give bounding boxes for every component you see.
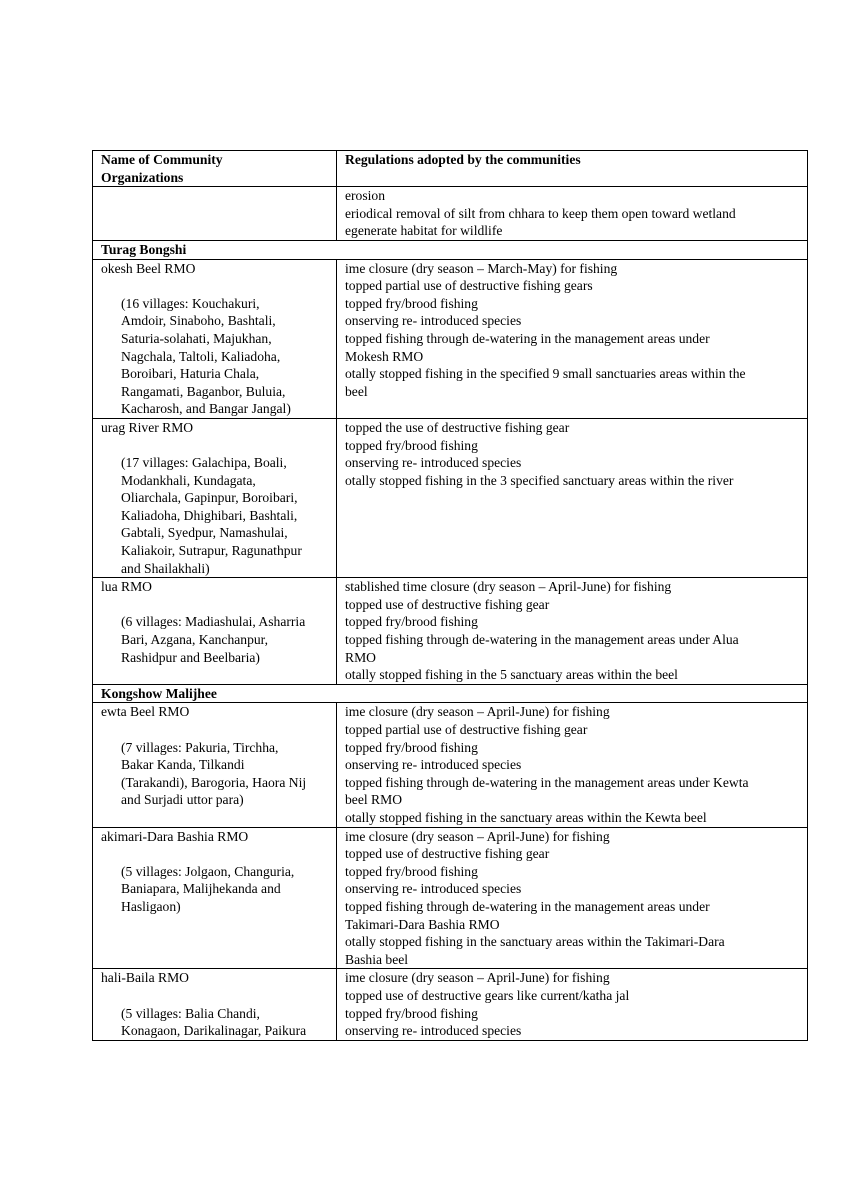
reg-line: egenerate habitat for wildlife [345, 223, 503, 239]
reg-line: topped fishing through de-watering in the management areas under Alua [345, 632, 739, 648]
section-row [93, 240, 808, 259]
reg-line: topped fry/brood fishing [345, 614, 478, 630]
section-row [93, 684, 808, 703]
org-name-cell [93, 578, 337, 685]
village-line: Konagaon, Darikalinagar, Paikura [121, 1023, 307, 1039]
village-line: Bari, Azgana, Kanchanpur, [121, 632, 269, 648]
reg-line: topped fry/brood fishing [345, 1005, 478, 1021]
reg-line: topped partial use of destructive fishing gears [345, 278, 593, 294]
village-line: Kacharosh, and Bangar Jangal) [121, 401, 291, 417]
org-row [93, 418, 808, 577]
village-line: (5 villages: Jolgaon, Changuria, [121, 863, 295, 879]
reg-line: stablished time closure (dry season – April-June) for fishing [345, 579, 672, 595]
reg-line: topped fishing through de-watering in the management areas under Kewta [345, 774, 749, 790]
continuation-row [93, 187, 808, 241]
reg-line: Takimari-Dara Bashia RMO [345, 916, 500, 932]
villages-list [101, 613, 336, 666]
villages-list [101, 1005, 336, 1040]
reg-line: topped partial use of destructive fishing gear [345, 722, 588, 737]
village-line: Saturia-solahati, Majukhan, [121, 330, 272, 346]
reg-line: otally stopped fishing in the sanctuary areas within the Takimari-Dara [345, 934, 725, 950]
org-regs-cell [337, 259, 808, 418]
org-name-cell [93, 827, 337, 969]
org-name-cell [93, 418, 337, 577]
reg-line: otally stopped fishing in the 5 sanctuary areas within the beel [345, 667, 678, 683]
reg-line: erosion [345, 188, 386, 204]
village-line: (7 villages: Pakuria, Tirchha, [121, 739, 279, 755]
org-name-cell [93, 969, 337, 1040]
reg-line: onserving re- introduced species [345, 881, 522, 897]
reg-line: ime closure (dry season – March-May) for fishing [345, 260, 618, 276]
reg-line: RMO [345, 649, 376, 665]
reg-line: otally stopped fishing in the sanctuary areas within the Kewta beel [345, 809, 707, 825]
section-title: Kongshow Malijhee [93, 684, 808, 703]
village-line: Baniapara, Malijhekanda and [121, 881, 281, 897]
village-line: (6 villages: Madiashulai, Asharria [121, 614, 306, 630]
header-col1-line: Name of Community [101, 152, 223, 167]
org-name-cell [93, 259, 337, 418]
reg-line: topped use of destructive fishing gear [345, 596, 550, 612]
org-name-cell [93, 703, 337, 827]
header-col1 [93, 151, 337, 187]
reg-line: topped fishing through de-watering in the management areas under [345, 330, 710, 346]
village-line: Amdoir, Sinaboho, Bashtali, [121, 313, 276, 329]
reg-line: ime closure (dry season – April-June) for fishing [345, 970, 610, 986]
org-name: ewta Beel RMO [101, 704, 190, 720]
org-name: lua RMO [101, 579, 152, 595]
header-col2: Regulations adopted by the communities [337, 151, 808, 187]
reg-line: topped fry/brood fishing [345, 739, 478, 755]
reg-line: beel [345, 383, 368, 399]
org-regs-cell [337, 703, 808, 827]
org-row [93, 969, 808, 1040]
table-body [93, 151, 808, 1041]
reg-line: otally stopped fishing in the specified 9 small sanctuaries areas within the [345, 366, 746, 382]
village-line: Kaliadoha, Dhighibari, Bashtali, [121, 507, 298, 523]
village-line: Rashidpur and Beelbaria) [121, 649, 260, 665]
village-line: Kaliakoir, Sutrapur, Ragunathpur [121, 543, 302, 559]
reg-line: topped fry/brood fishing [345, 863, 478, 879]
village-line: Bakar Kanda, Tilkandi [121, 757, 245, 773]
village-line: Gabtali, Syedpur, Namashulai, [121, 525, 288, 541]
reg-line: topped fishing through de-watering in the management areas under [345, 898, 710, 914]
org-regs-cell [337, 418, 808, 577]
village-line: (Tarakandi), Barogoria, Haora Nij [121, 774, 307, 790]
reg-line: beel RMO [345, 792, 403, 808]
reg-line: topped use of destructive gears like current/katha jal [345, 987, 630, 1003]
reg-line: topped use of destructive fishing gear [345, 846, 550, 862]
village-line: Modankhali, Kundagata, [121, 472, 256, 488]
village-line: and Shailakhali) [121, 560, 210, 576]
header-row [93, 151, 808, 187]
org-name: okesh Beel RMO [101, 260, 196, 276]
village-line: Oliarchala, Gapinpur, Boroibari, [121, 490, 298, 506]
reg-line: onserving re- introduced species [345, 455, 522, 471]
village-line: Nagchala, Taltoli, Kaliadoha, [121, 348, 281, 364]
villages-list [101, 454, 336, 577]
villages-list [101, 295, 336, 418]
village-line: (17 villages: Galachipa, Boali, [121, 455, 287, 471]
org-regs-cell [337, 578, 808, 685]
section-title: Turag Bongshi [93, 240, 808, 259]
reg-line: onserving re- introduced species [345, 757, 522, 773]
org-row [93, 703, 808, 827]
reg-line: topped the use of destructive fishing gear [345, 419, 570, 435]
reg-line: otally stopped fishing in the 3 specified sanctuary areas within the river [345, 472, 734, 488]
org-name: akimari-Dara Bashia RMO [101, 828, 249, 844]
village-line: (16 villages: Kouchakuri, [121, 295, 260, 311]
continuation-name-cell [93, 187, 337, 241]
org-row [93, 578, 808, 685]
org-name: hali-Baila RMO [101, 970, 189, 986]
reg-line: topped fry/brood fishing [345, 437, 478, 453]
reg-line: Bashia beel [345, 951, 409, 967]
village-line: Hasligaon) [121, 898, 181, 914]
reg-line: eriodical removal of silt from chhara to keep them open toward wetland [345, 205, 736, 221]
org-regs-cell [337, 969, 808, 1040]
villages-list [101, 863, 336, 916]
reg-line: topped fry/brood fishing [345, 295, 478, 311]
village-line: (5 villages: Balia Chandi, [121, 1005, 260, 1021]
reg-line: ime closure (dry season – April-June) for fishing [345, 828, 610, 844]
regulations-table [92, 150, 808, 1041]
org-regs-cell [337, 827, 808, 969]
village-line: Rangamati, Baganbor, Buluia, [121, 383, 286, 399]
org-name: urag River RMO [101, 419, 194, 435]
org-row [93, 259, 808, 418]
reg-line: onserving re- introduced species [345, 1023, 522, 1039]
continuation-regs-cell [337, 187, 808, 241]
village-line: Boroibari, Haturia Chala, [121, 366, 260, 382]
village-line: and Surjadi uttor para) [121, 792, 244, 808]
villages-list [101, 739, 336, 809]
reg-line: Mokesh RMO [345, 348, 424, 364]
reg-line: ime closure (dry season – April-June) for fishing [345, 704, 610, 720]
org-row [93, 827, 808, 969]
reg-line: onserving re- introduced species [345, 313, 522, 329]
header-col1-line: Organizations [101, 169, 184, 185]
